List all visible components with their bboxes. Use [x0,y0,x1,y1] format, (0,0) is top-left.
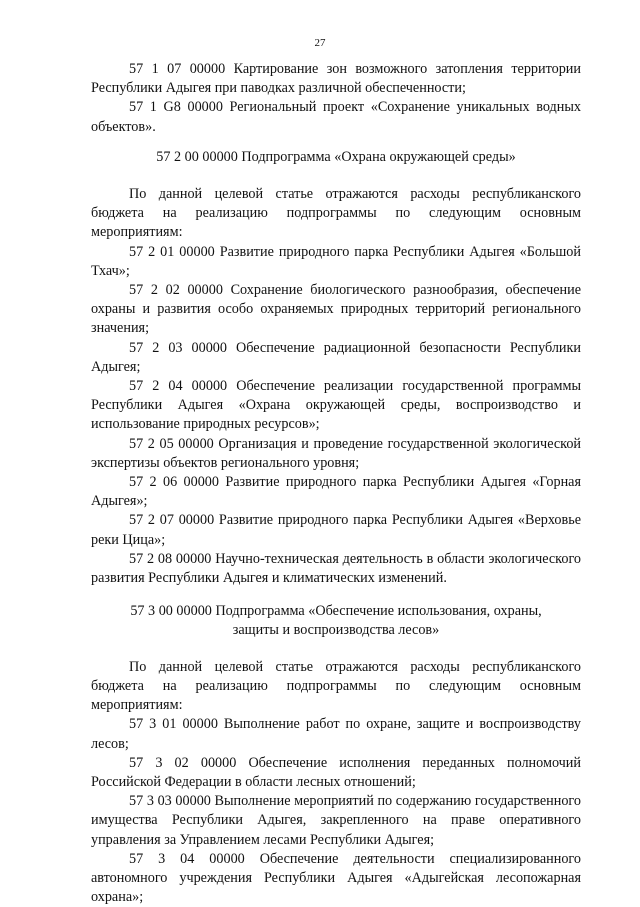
subprogram-heading-57-3 [91,602,581,640]
paragraph-57-3-02: 57 3 02 00000 Обеспечение исполнения переданных полномочий Российской Федерации в области лесных отношений; [91,754,581,790]
subprogram-heading-line-1: 57 3 00 00000 Подпрограмма «Обеспечение использования, охраны, [130,603,542,620]
paragraph-intro-57-3: По данной целевой статье отражаются расходы республиканского бюджета на реализацию подпрограммы по следующим основным мероприятиям: [91,658,581,714]
paragraph-57-2-05: 57 2 05 00000 Организация и проведение государственной экологической экспертизы объектов регионального уровня; [91,435,581,471]
paragraph-57-2-08: 57 2 08 00000 Научно-техническая деятельность в области экологического развития Республики Адыгея и климатических изменений. [91,550,581,587]
paragraph-57-3-04: 57 3 04 00000 Обеспечение деятельности специализированного автономного учреждения Республики Адыгея «Адыгейская лесопожарная охрана»; [91,850,581,906]
paragraph-57-2-01: 57 2 01 00000 Развитие природного парка Республики Адыгея «Большой Тхач»; [91,243,581,279]
subprogram-heading-57-2: 57 2 00 00000 Подпрограмма «Охрана окружающей среды» [156,148,516,165]
page-content [91,60,581,907]
paragraph-57-2-07: 57 2 07 00000 Развитие природного парка Республики Адыгея «Верховье реки Цица»; [91,512,581,548]
paragraph-57-2-03: 57 2 03 00000 Обеспечение радиационной безопасности Республики Адыгея; [91,339,581,375]
paragraph-57-2-04: 57 2 04 00000 Обеспечение реализации государственной программы Республики Адыгея «Охрана окружающей среды, воспроизводство и использование природных ресурсов»; [91,378,581,433]
paragraph-57-1-g8: 57 1 G8 00000 Региональный проект «Сохранение уникальных водных объектов». [91,99,581,135]
paragraph-intro-57-2: По данной целевой статье отражаются расходы республиканского бюджета на реализацию подпрограммы по следующим основным мероприятиям: [91,186,581,241]
paragraph-57-3-01: 57 3 01 00000 Выполнение работ по охране, защите и воспроизводству лесов; [91,716,581,752]
paragraph-57-1-07: 57 1 07 00000 Картирование зон возможного затопления территории Республики Адыгея при паводках различной обеспеченности; [91,61,581,97]
paragraph-57-3-03: 57 3 03 00000 Выполнение мероприятий по содержанию государственного имущества Республики Адыгея, закрепленного на праве оперативного управления за Управлением лесами Республики Адыгея; [91,793,581,848]
paragraph-57-2-06: 57 2 06 00000 Развитие природного парка Республики Адыгея «Горная Адыгея»; [91,474,581,510]
subprogram-heading-line-2: защиты и воспроизводства лесов» [232,622,440,639]
paragraph-57-2-02: 57 2 02 00000 Сохранение биологического разнообразия, обеспечение охраны и развития особо охраняемых природных территорий регионального значения; [91,282,581,337]
page-number: 27 [314,37,326,49]
